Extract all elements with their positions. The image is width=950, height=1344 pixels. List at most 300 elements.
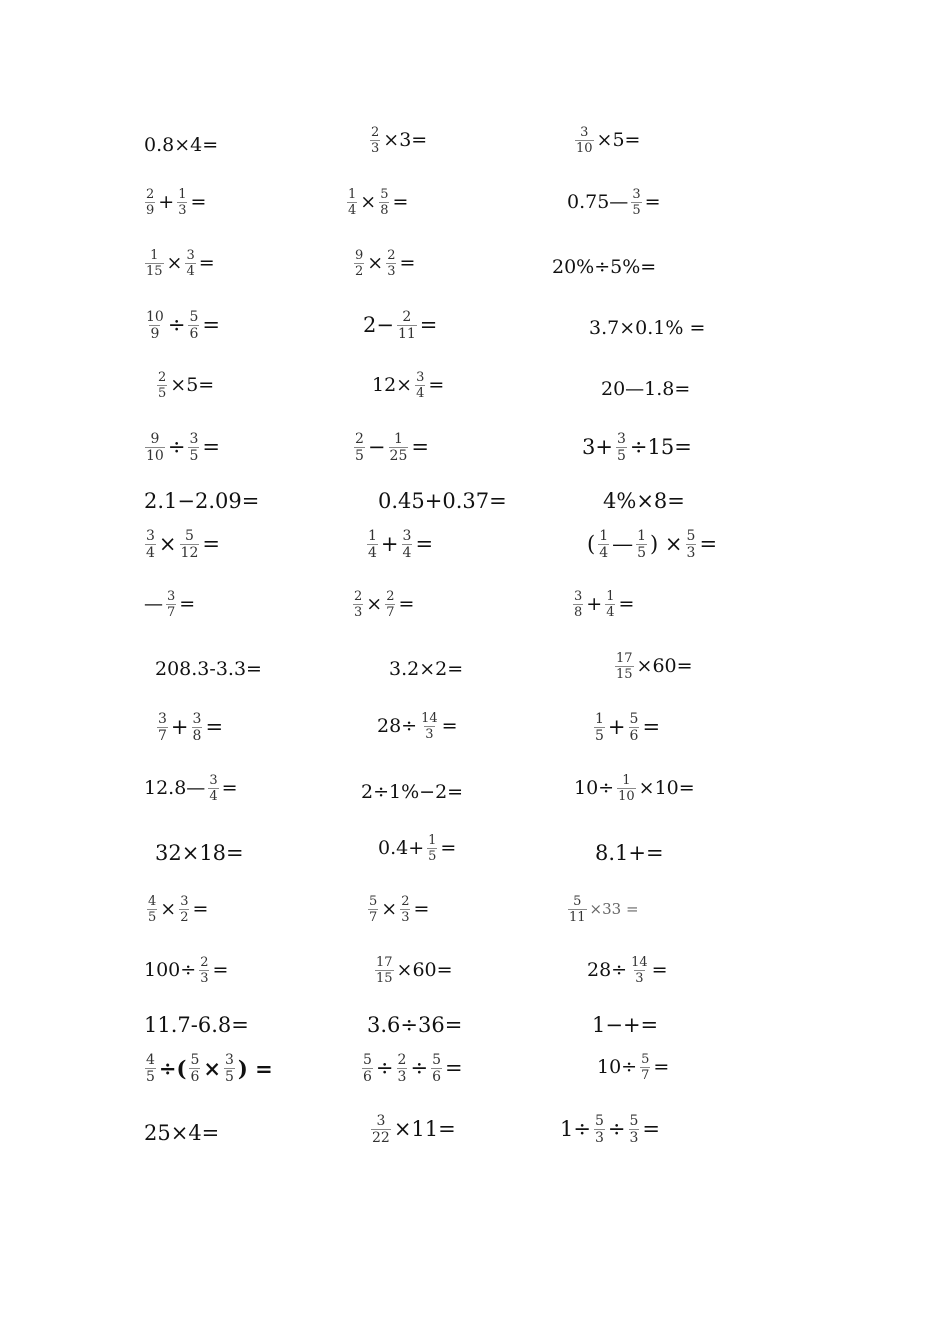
- fraction-numerator: 3: [146, 528, 155, 544]
- fraction: [630, 956, 649, 985]
- fraction: [400, 895, 410, 924]
- expression-text: +: [607, 715, 626, 739]
- problem-r18-c2: [368, 1114, 456, 1145]
- fraction-numerator: 3: [416, 370, 425, 385]
- problem-r8-c1: [142, 529, 220, 560]
- expression-text: =: [192, 898, 209, 920]
- expression-text: ÷: [375, 1056, 394, 1080]
- fraction: [354, 249, 364, 278]
- fraction-denominator: 3: [425, 727, 434, 742]
- expression-text: 10÷: [574, 777, 615, 799]
- expression-text: 1−+=: [592, 1013, 659, 1037]
- problem-r1-c2: [367, 126, 427, 155]
- fraction: [631, 188, 641, 217]
- fraction-numerator: 5: [189, 309, 199, 325]
- expression-text: =: [413, 898, 430, 920]
- fraction-denominator: 4: [599, 545, 609, 561]
- expression-text: =: [202, 313, 220, 337]
- fraction-numerator: 9: [150, 431, 160, 447]
- expression-text: ÷: [167, 313, 186, 337]
- expression-text: 2÷1%−2=: [361, 781, 464, 803]
- fraction-numerator: 2: [386, 589, 395, 604]
- fraction-numerator: 5: [190, 1052, 200, 1068]
- problem-r13-c2: [378, 834, 456, 863]
- fraction-numerator: 2: [354, 589, 363, 604]
- problem-r12-c2: [361, 783, 463, 802]
- expression-text: 208.3-3.3=: [155, 658, 262, 680]
- fraction-numerator: 5: [686, 528, 696, 544]
- fraction-denominator: 5: [225, 1069, 234, 1085]
- fraction-denominator: 4: [402, 545, 412, 561]
- fraction: [185, 249, 195, 278]
- expression-text: 0.8×4=: [144, 134, 219, 156]
- fraction-denominator: 7: [641, 1068, 650, 1083]
- problem-r9-c2: [350, 590, 414, 619]
- problem-r18-c1: [144, 1123, 219, 1144]
- fraction-numerator: 3: [616, 431, 626, 447]
- fraction: [354, 432, 365, 463]
- fraction-denominator: 4: [186, 264, 195, 279]
- fraction-denominator: 8: [574, 605, 583, 620]
- fraction: [180, 529, 200, 560]
- fraction-numerator: 5: [369, 894, 378, 909]
- fraction-numerator: 5: [629, 711, 639, 727]
- expression-text: 10÷: [597, 1056, 638, 1078]
- fraction-numerator: 3: [158, 711, 167, 727]
- expression-text: ×3=: [383, 129, 428, 151]
- problem-r14-c3: [565, 895, 639, 924]
- fraction-denominator: 2: [355, 264, 364, 279]
- expression-text: =: [415, 532, 434, 556]
- fraction-numerator: 3: [186, 248, 195, 263]
- fraction-denominator: 3: [354, 605, 363, 620]
- fraction-numerator: 3: [402, 528, 412, 544]
- fraction-denominator: 3: [387, 264, 396, 279]
- fraction: [568, 895, 587, 924]
- fraction: [397, 310, 417, 341]
- fraction: [617, 774, 636, 803]
- fraction-numerator: 5: [363, 1052, 372, 1068]
- fraction: [402, 529, 413, 560]
- problem-r17-c2: [359, 1053, 463, 1084]
- expression-text: ÷15=: [629, 435, 692, 459]
- fraction-denominator: 4: [606, 605, 615, 620]
- fraction-denominator: 7: [167, 605, 176, 620]
- expression-text: 3.6÷36=: [367, 1013, 463, 1037]
- fraction-denominator: 3: [686, 545, 696, 561]
- expression-text: ) =: [237, 1056, 273, 1081]
- expression-text: 2−: [363, 313, 394, 337]
- fraction-numerator: 3: [376, 1113, 386, 1129]
- expression-text: =: [644, 191, 661, 213]
- problem-r16-c3: [592, 1015, 658, 1036]
- fraction-denominator: 6: [189, 326, 199, 342]
- fraction-denominator: 11: [397, 326, 416, 342]
- fraction-numerator: 3: [632, 187, 641, 202]
- fraction: [379, 188, 389, 217]
- fraction-numerator: 2: [355, 431, 364, 447]
- fraction: [368, 895, 378, 924]
- fraction-numerator: 3: [225, 1052, 234, 1068]
- expression-text: =: [392, 191, 409, 213]
- fraction: [431, 1053, 442, 1084]
- expression-text: 28÷: [377, 715, 418, 737]
- fraction-numerator: 1: [606, 589, 615, 604]
- fraction-denominator: 3: [401, 910, 410, 925]
- problem-r6-c2: [351, 432, 429, 463]
- problem-r5-c2: [372, 371, 444, 400]
- problem-r16-c1: [144, 1015, 249, 1036]
- problem-r8-c2: [364, 529, 433, 560]
- fraction-numerator: 2: [401, 894, 410, 909]
- expression-text: 12×: [372, 374, 413, 396]
- expression-text: =: [618, 593, 635, 615]
- problem-r9-c3: [570, 590, 634, 619]
- fraction-denominator: 9: [150, 326, 160, 342]
- fraction: [147, 895, 157, 924]
- problem-r9-c1: [144, 590, 195, 619]
- fraction: [189, 1053, 200, 1084]
- expression-text: +: [586, 593, 603, 615]
- expression-text: ×5=: [596, 129, 641, 151]
- fraction-denominator: 6: [363, 1069, 372, 1085]
- expression-text: =: [411, 435, 429, 459]
- fraction-denominator: 3: [397, 1069, 407, 1085]
- fraction: [573, 590, 583, 619]
- fraction: [179, 895, 189, 924]
- problem-r15-c2: [372, 956, 453, 985]
- fraction-denominator: 25: [389, 448, 408, 464]
- problem-r3-c3: [552, 258, 656, 277]
- expression-text: 11.7-6.8=: [144, 1013, 249, 1037]
- problem-r6-c1: [142, 432, 220, 463]
- problem-r17-c1: [142, 1053, 273, 1084]
- fraction-numerator: 2: [387, 248, 396, 263]
- fraction: [370, 126, 380, 155]
- problem-r13-c1: [155, 843, 244, 864]
- expression-text: =: [221, 777, 238, 799]
- fraction-numerator: 1: [595, 711, 604, 727]
- fraction: [594, 1114, 605, 1145]
- fraction-numerator: 1: [637, 528, 647, 544]
- fraction-denominator: 8: [380, 203, 389, 218]
- fraction-numerator: 1: [368, 528, 377, 544]
- fraction-numerator: 1: [150, 248, 159, 263]
- problem-r5-c1: [154, 371, 214, 400]
- fraction-numerator: 2: [397, 1052, 407, 1068]
- fraction-numerator: 3: [167, 589, 176, 604]
- fraction-denominator: 5: [146, 1069, 155, 1085]
- problem-r1-c1: [144, 136, 218, 155]
- expression-text: +: [170, 715, 189, 739]
- problem-r12-c1: [144, 774, 238, 803]
- fraction-numerator: 1: [622, 773, 631, 788]
- fraction: [157, 712, 168, 743]
- fraction-numerator: 3: [192, 711, 202, 727]
- expression-text: ÷: [607, 1117, 626, 1141]
- expression-text: =: [190, 191, 207, 213]
- fraction-denominator: 12: [180, 545, 199, 561]
- fraction: [188, 432, 199, 463]
- fraction-denominator: 7: [158, 728, 167, 744]
- expression-text: ×: [166, 252, 183, 274]
- problem-r8-c3: [587, 529, 717, 560]
- fraction: [598, 529, 609, 560]
- fraction-numerator: 9: [355, 248, 364, 263]
- expression-text: =: [642, 715, 661, 739]
- expression-text: 3.2×2=: [389, 658, 464, 680]
- expression-text: 8.1+=: [595, 841, 664, 865]
- fraction-numerator: 10: [146, 309, 164, 325]
- problem-r3-c1: [142, 249, 215, 278]
- problem-r3-c2: [351, 249, 415, 278]
- fraction-denominator: 15: [616, 667, 633, 682]
- fraction: [385, 590, 395, 619]
- expression-text: 2.1−2.09=: [144, 489, 260, 513]
- expression-text: 0.4+: [378, 837, 425, 859]
- problem-r2-c2: [344, 188, 408, 217]
- fraction-numerator: 1: [428, 833, 437, 848]
- expression-text: =: [398, 593, 415, 615]
- fraction-denominator: 22: [372, 1130, 390, 1146]
- problem-r2-c3: [567, 188, 661, 217]
- expression-text: ×60=: [396, 959, 453, 981]
- fraction: [615, 652, 634, 681]
- expression-text: =: [653, 1056, 670, 1078]
- fraction-numerator: 14: [421, 711, 438, 726]
- problem-r5-c3: [601, 380, 690, 399]
- expression-text: =: [642, 1117, 661, 1141]
- fraction-numerator: 3: [580, 125, 589, 140]
- fraction-numerator: 17: [616, 651, 633, 666]
- fraction-denominator: 4: [209, 789, 218, 804]
- fraction: [389, 432, 409, 463]
- fraction: [575, 126, 594, 155]
- problem-r7-c3: [603, 491, 685, 512]
- fraction-denominator: 5: [158, 386, 167, 401]
- expression-text: (: [587, 532, 596, 556]
- fraction-denominator: 6: [629, 728, 639, 744]
- fraction-denominator: 4: [416, 386, 425, 401]
- fraction: [636, 529, 647, 560]
- problem-r12-c3: [574, 774, 695, 803]
- fraction: [397, 1053, 408, 1084]
- fraction: [420, 712, 439, 741]
- fraction-denominator: 8: [192, 728, 202, 744]
- fraction-denominator: 2: [180, 910, 189, 925]
- expression-text: =: [212, 959, 229, 981]
- fraction: [640, 1053, 650, 1082]
- expression-text: ) ×: [650, 532, 683, 556]
- fraction-denominator: 10: [576, 141, 593, 156]
- fraction-denominator: 7: [369, 910, 378, 925]
- expression-text: =: [440, 837, 457, 859]
- fraction-denominator: 5: [595, 728, 604, 744]
- expression-text: =: [428, 374, 445, 396]
- expression-text: −: [367, 435, 386, 459]
- expression-text: =: [699, 532, 718, 556]
- fraction-numerator: 4: [148, 894, 157, 909]
- fraction: [371, 1114, 391, 1145]
- fraction: [386, 249, 396, 278]
- fraction-denominator: 11: [569, 910, 586, 925]
- fraction-numerator: 1: [348, 187, 357, 202]
- fraction: [686, 529, 697, 560]
- fraction-denominator: 3: [371, 141, 380, 156]
- fraction-numerator: 3: [180, 894, 189, 909]
- fraction-numerator: 1: [178, 187, 187, 202]
- fraction: [415, 371, 425, 400]
- expression-text: +: [158, 191, 175, 213]
- fraction-numerator: 5: [184, 528, 194, 544]
- fraction: [166, 590, 176, 619]
- problem-r17-c3: [597, 1053, 669, 1082]
- fraction: [145, 310, 165, 341]
- expression-text: ×5=: [170, 374, 215, 396]
- expression-text: =: [198, 252, 215, 274]
- expression-text: 12.8—: [144, 777, 206, 799]
- fraction-denominator: 3: [178, 203, 187, 218]
- fraction-denominator: 10: [618, 789, 635, 804]
- fraction-denominator: 3: [629, 1130, 639, 1146]
- problem-r18-c3: [560, 1114, 660, 1145]
- fraction-numerator: 5: [432, 1052, 441, 1068]
- problem-r10-c1: [155, 660, 262, 679]
- fraction-denominator: 5: [632, 203, 641, 218]
- problem-r15-c3: [587, 956, 668, 985]
- fraction-denominator: 15: [146, 264, 163, 279]
- fraction-numerator: 5: [380, 187, 389, 202]
- expression-text: 20%÷5%=: [552, 256, 657, 278]
- fraction: [375, 956, 394, 985]
- fraction: [616, 432, 627, 463]
- fraction-numerator: 5: [573, 894, 582, 909]
- expression-text: +: [380, 532, 399, 556]
- fraction-numerator: 2: [146, 187, 155, 202]
- fraction: [427, 834, 437, 863]
- fraction-numerator: 14: [631, 955, 648, 970]
- fraction: [199, 956, 209, 985]
- fraction: [157, 371, 167, 400]
- problem-r10-c2: [389, 660, 463, 679]
- problem-r7-c2: [378, 491, 507, 512]
- fraction-denominator: 5: [189, 448, 199, 464]
- fraction-denominator: 5: [148, 910, 157, 925]
- expression-text: 100÷: [144, 959, 197, 981]
- fraction-numerator: 2: [402, 309, 412, 325]
- fraction: [208, 774, 218, 803]
- fraction: [145, 432, 165, 463]
- fraction: [367, 529, 378, 560]
- fraction-denominator: 5: [637, 545, 647, 561]
- fraction-denominator: 4: [368, 545, 377, 561]
- expression-text: =: [419, 313, 438, 337]
- fraction: [629, 712, 640, 743]
- problem-r6-c3: [582, 432, 692, 463]
- expression-text: 28÷: [587, 959, 628, 981]
- expression-text: 3.7×0.1% =: [589, 317, 706, 339]
- fraction-numerator: 3: [189, 431, 199, 447]
- fraction-denominator: 15: [376, 971, 393, 986]
- problem-r4-c3: [589, 319, 705, 338]
- fraction: [605, 590, 615, 619]
- expression-text: 4%×8=: [603, 489, 685, 513]
- fraction-numerator: 3: [209, 773, 218, 788]
- fraction-numerator: 5: [629, 1113, 639, 1129]
- expression-text: ×: [381, 898, 398, 920]
- problem-r2-c1: [142, 188, 206, 217]
- expression-text: =: [179, 593, 196, 615]
- fraction: [145, 1053, 156, 1084]
- expression-text: 20—1.8=: [601, 378, 691, 400]
- fraction-denominator: 4: [348, 203, 357, 218]
- expression-text: =: [205, 715, 224, 739]
- problem-r16-c2: [367, 1015, 462, 1036]
- expression-text: —: [144, 593, 163, 615]
- expression-text: ×: [158, 532, 177, 556]
- expression-text: =: [202, 435, 220, 459]
- fraction: [224, 1053, 235, 1084]
- fraction: [145, 188, 155, 217]
- fraction-denominator: 6: [190, 1069, 200, 1085]
- problem-r11-c1: [154, 712, 223, 743]
- fraction: [188, 310, 199, 341]
- fraction: [192, 712, 203, 743]
- expression-text: ×10=: [638, 777, 695, 799]
- problem-r7-c1: [144, 491, 259, 512]
- problem-r10-c3: [612, 652, 693, 681]
- expression-text: =: [444, 1056, 463, 1080]
- fraction-denominator: 3: [635, 971, 644, 986]
- fraction: [362, 1053, 373, 1084]
- expression-text: ÷: [167, 435, 186, 459]
- expression-text: =: [202, 532, 220, 556]
- expression-text: ×33 =: [589, 900, 639, 918]
- problem-r15-c1: [144, 956, 228, 985]
- problem-r14-c1: [144, 895, 208, 924]
- fraction: [145, 249, 164, 278]
- fraction-denominator: 4: [146, 545, 155, 561]
- fraction: [629, 1114, 640, 1145]
- fraction-denominator: 5: [355, 448, 364, 464]
- expression-text: 25×4=: [144, 1121, 220, 1145]
- expression-text: 0.75—: [567, 191, 629, 213]
- problem-r11-c2: [377, 712, 458, 741]
- expression-text: ×: [360, 191, 377, 213]
- expression-text: ×: [203, 1056, 221, 1081]
- fraction: [145, 529, 156, 560]
- expression-text: ÷: [410, 1056, 429, 1080]
- problem-r4-c1: [142, 310, 220, 341]
- expression-text: 32×18=: [155, 841, 244, 865]
- fraction: [347, 188, 357, 217]
- problem-r1-c3: [572, 126, 640, 155]
- fraction-numerator: 2: [200, 955, 209, 970]
- expression-text: —: [612, 532, 634, 556]
- fraction-denominator: 5: [428, 849, 437, 864]
- expression-text: ×: [160, 898, 177, 920]
- fraction-denominator: 10: [146, 448, 164, 464]
- expression-text: ×: [367, 252, 384, 274]
- expression-text: 1÷: [560, 1117, 591, 1141]
- expression-text: ×11=: [393, 1117, 456, 1141]
- fraction-numerator: 1: [393, 431, 403, 447]
- fraction-numerator: 3: [574, 589, 583, 604]
- expression-text: ÷(: [158, 1056, 187, 1081]
- problem-r11-c3: [591, 712, 660, 743]
- expression-text: 3+: [582, 435, 613, 459]
- fraction-numerator: 2: [371, 125, 380, 140]
